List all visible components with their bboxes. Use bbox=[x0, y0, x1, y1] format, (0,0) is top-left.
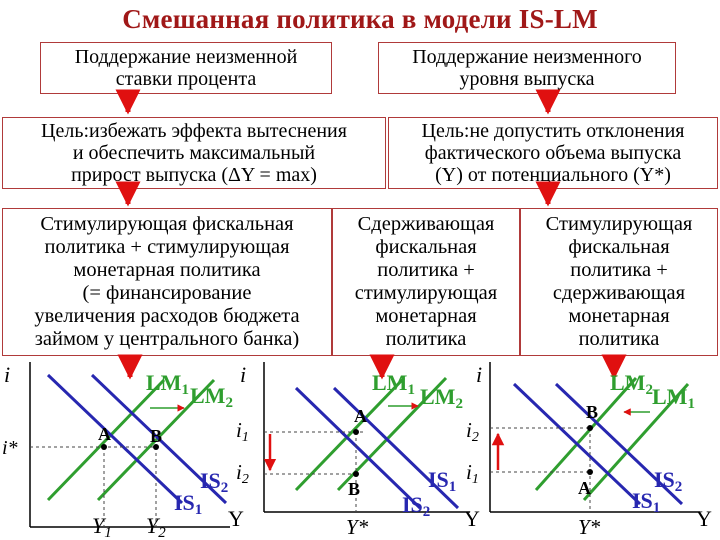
connector-arrows bbox=[128, 95, 614, 377]
lm1-label bbox=[372, 370, 415, 398]
is2-sub: 2 bbox=[220, 480, 229, 496]
point-b-label: B bbox=[348, 479, 361, 499]
i2-main: i bbox=[466, 418, 472, 442]
goal-left-line: и обеспечить максимальный bbox=[72, 142, 316, 164]
lm1-sub: 1 bbox=[687, 396, 695, 412]
goal-left-line: Цель:избежать эффекта вытеснения bbox=[41, 120, 347, 142]
i-star-label: i* bbox=[2, 437, 18, 459]
is2-label bbox=[654, 467, 682, 495]
y2-sub: 2 bbox=[158, 525, 166, 540]
lm2-main: LM bbox=[190, 383, 226, 408]
top-right-line: уровня выпуска bbox=[459, 68, 595, 90]
y-axis-label: i bbox=[476, 362, 483, 387]
graph-3 bbox=[466, 362, 712, 539]
lm2-sub: 2 bbox=[455, 396, 463, 412]
i2-sub: 2 bbox=[471, 430, 479, 445]
policy-mid-line: политика + bbox=[377, 259, 475, 281]
is2-main: IS bbox=[402, 492, 423, 517]
y2-main: Y bbox=[146, 513, 159, 538]
i2-label bbox=[236, 460, 249, 487]
point-a bbox=[587, 469, 593, 475]
is2-sub: 2 bbox=[674, 479, 683, 495]
i1-main: i bbox=[236, 418, 242, 442]
is2-label bbox=[402, 492, 430, 520]
policy-right-line: политика bbox=[578, 328, 660, 350]
lm1-main: LM bbox=[146, 370, 182, 395]
i2-label bbox=[466, 418, 479, 445]
i1-main: i bbox=[466, 460, 472, 484]
i1-label bbox=[466, 460, 479, 487]
y-axis-label: i bbox=[4, 362, 11, 387]
lm1-sub: 1 bbox=[181, 382, 189, 398]
is2-main: IS bbox=[654, 467, 675, 492]
lm1-label bbox=[652, 384, 695, 412]
i2-sub: 2 bbox=[241, 472, 249, 487]
is1-label bbox=[632, 488, 660, 516]
policy-left-line: Стимулирующая фискальная bbox=[40, 213, 294, 235]
lm2-label bbox=[190, 383, 233, 411]
lm1-main: LM bbox=[372, 370, 408, 395]
is1-main: IS bbox=[174, 490, 195, 515]
graph-2 bbox=[236, 362, 483, 539]
is1-main: IS bbox=[632, 488, 653, 513]
is2-main: IS bbox=[200, 468, 221, 493]
is1-sub: 1 bbox=[652, 500, 661, 516]
policy-right-line: политика + bbox=[570, 259, 668, 281]
lm1-label bbox=[146, 370, 189, 398]
policy-right-line: фискальная bbox=[568, 236, 670, 258]
is1-main: IS bbox=[428, 467, 449, 492]
is1-label bbox=[174, 490, 202, 518]
policy-mid-line: стимулирующая bbox=[354, 282, 498, 304]
is2-label bbox=[200, 468, 228, 496]
i1-label bbox=[236, 418, 249, 445]
y2-label bbox=[146, 513, 166, 540]
lm2-main: LM bbox=[420, 384, 456, 409]
point-b bbox=[587, 425, 593, 431]
y1-main: Y bbox=[92, 513, 105, 538]
point-a bbox=[101, 444, 107, 450]
point-a-label: A bbox=[98, 424, 111, 444]
lm2-sub: 2 bbox=[645, 382, 653, 398]
policy-right-line: Стимулирующая bbox=[545, 213, 693, 235]
point-a bbox=[353, 429, 359, 435]
point-a-label: A bbox=[354, 406, 367, 426]
top-right-line: Поддержание неизменного bbox=[412, 46, 642, 68]
y1-sub: 1 bbox=[104, 525, 112, 540]
x-axis-label: Y bbox=[696, 506, 712, 531]
lm2-label bbox=[420, 384, 463, 412]
policy-right-line: сдерживающая bbox=[552, 282, 686, 304]
policy-left-line: политика + стимулирующая bbox=[44, 236, 290, 258]
lm2-main: LM bbox=[610, 370, 646, 395]
x-axis-label: Y bbox=[464, 506, 480, 531]
x-axis-label: Y bbox=[228, 506, 244, 531]
lm1-main: LM bbox=[652, 384, 688, 409]
point-a-label: A bbox=[578, 478, 591, 498]
point-b-label: B bbox=[586, 402, 599, 422]
goal-right-line: фактического объема выпуска bbox=[424, 142, 682, 164]
is2-sub: 2 bbox=[422, 504, 431, 520]
graph-1 bbox=[2, 362, 247, 540]
y1-label bbox=[92, 513, 112, 540]
policy-mid-line: Сдерживающая bbox=[357, 213, 495, 235]
policy-right-line: монетарная bbox=[568, 305, 670, 327]
lm2-sub: 2 bbox=[225, 395, 233, 411]
y-star-label: Y* bbox=[346, 515, 369, 539]
i2-main: i bbox=[236, 460, 242, 484]
policy-left-line: займом у центрального банка) bbox=[34, 328, 300, 350]
is1-sub: 1 bbox=[448, 479, 457, 495]
i1-sub: 1 bbox=[241, 430, 249, 445]
policy-mid-line: монетарная bbox=[375, 305, 477, 327]
goal-left-line: прирост выпуска (ΔY = max) bbox=[71, 164, 317, 186]
i1-sub: 1 bbox=[471, 472, 479, 487]
top-left-line: Поддержание неизменной bbox=[74, 46, 298, 68]
policy-left-line: увеличения расходов бюджета bbox=[34, 305, 300, 327]
is1-sub: 1 bbox=[194, 502, 203, 518]
is1-label bbox=[428, 467, 456, 495]
top-left-line: ставки процента bbox=[115, 68, 257, 90]
y-star-label: Y* bbox=[578, 515, 601, 539]
lm2-label bbox=[610, 370, 653, 398]
point-b bbox=[353, 471, 359, 477]
y-axis-label: i bbox=[240, 362, 247, 387]
goal-right-line: Цель:не допустить отклонения bbox=[421, 120, 685, 142]
page-title: Смешанная политика в модели IS-LM bbox=[122, 4, 598, 34]
policy-left-line: монетарная политика bbox=[73, 259, 261, 281]
point-b-label: B bbox=[150, 426, 163, 446]
goal-right-line: (Y) от потенциального (Y*) bbox=[435, 164, 671, 186]
policy-mid-line: фискальная bbox=[375, 236, 477, 258]
lm1-sub: 1 bbox=[407, 382, 415, 398]
policy-left-line: (= финансирование bbox=[82, 282, 252, 304]
policy-mid-line: политика bbox=[385, 328, 467, 350]
